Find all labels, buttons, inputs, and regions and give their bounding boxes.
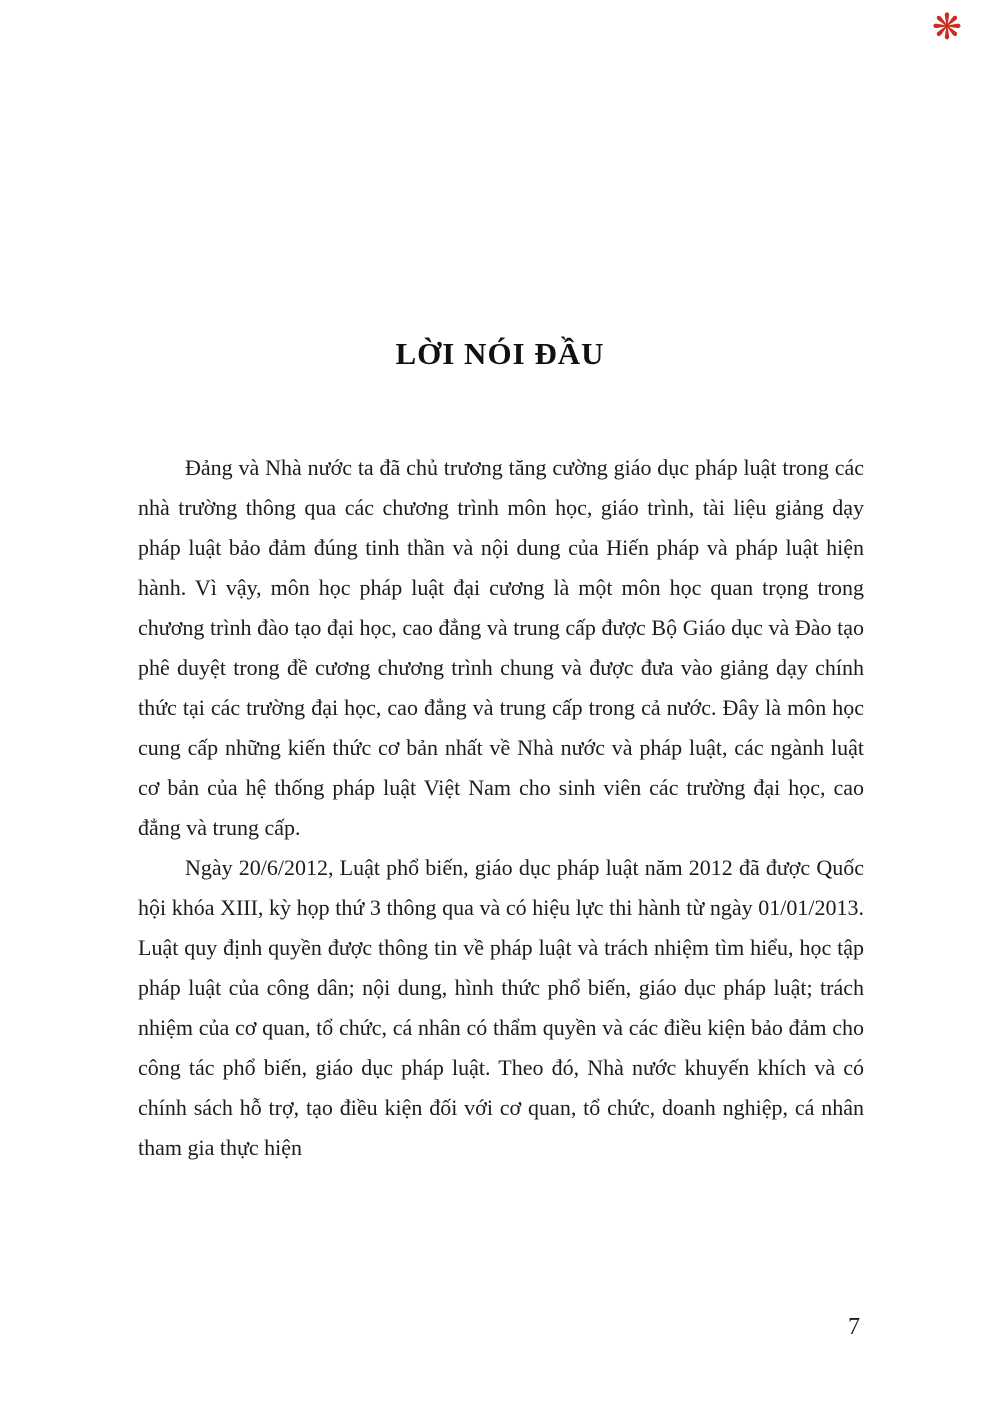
paragraph-2: Ngày 20/6/2012, Luật phổ biến, giáo dục pháp luật năm 2012 đã được Quốc hội khóa XIII, kỳ họp thứ 3 thông qua và có hiệu lực thi hành từ ngày 01/01/2013. Luật quy định quyền được thông tin về pháp luật và trách nhiệm tìm hiểu, học tập pháp luật của công dân; nội dung, hình thức phổ biến, giáo dục pháp luật; trách nhiệm của cơ quan, tổ chức, cá nhân có thẩm quyền và các điều kiện bảo đảm cho công tác phổ biến, giáo dục pháp luật. Theo đó, Nhà nước khuyến khích và có chính sách hỗ trợ, tạo điều kiện đối với cơ quan, tổ chức, doanh nghiệp, cá nhân tham gia thực hiện — [138, 855, 864, 1160]
paragraph-1: Đảng và Nhà nước ta đã chủ trương tăng cường giáo dục pháp luật trong các nhà trường thông qua các chương trình môn học, giáo trình, tài liệu giảng dạy pháp luật bảo đảm đúng tinh thần và nội dung của Hiến pháp và pháp luật hiện hành. Vì vậy, môn học pháp luật đại cương là một môn học quan trọng trong chương trình đào tạo đại học, cao đẳng và trung cấp được Bộ Giáo dục và Đào tạo phê duyệt trong đề cương chương trình chung và được đưa vào giảng dạy chính thức tại các trường đại học, cao đẳng và trung cấp trong cả nước. Đây là môn học cung cấp những kiến thức cơ bản nhất về Nhà nước và pháp luật, các ngành luật cơ bản của hệ thống pháp luật Việt Nam cho sinh viên các trường đại học, cao đẳng và trung cấp. — [138, 455, 864, 840]
body-text — [138, 448, 864, 1168]
page-number: 7 — [848, 1314, 860, 1340]
page-title: LỜI NÓI ĐẦU — [395, 336, 605, 371]
flower-ornament-icon: ❋ — [931, 7, 962, 48]
